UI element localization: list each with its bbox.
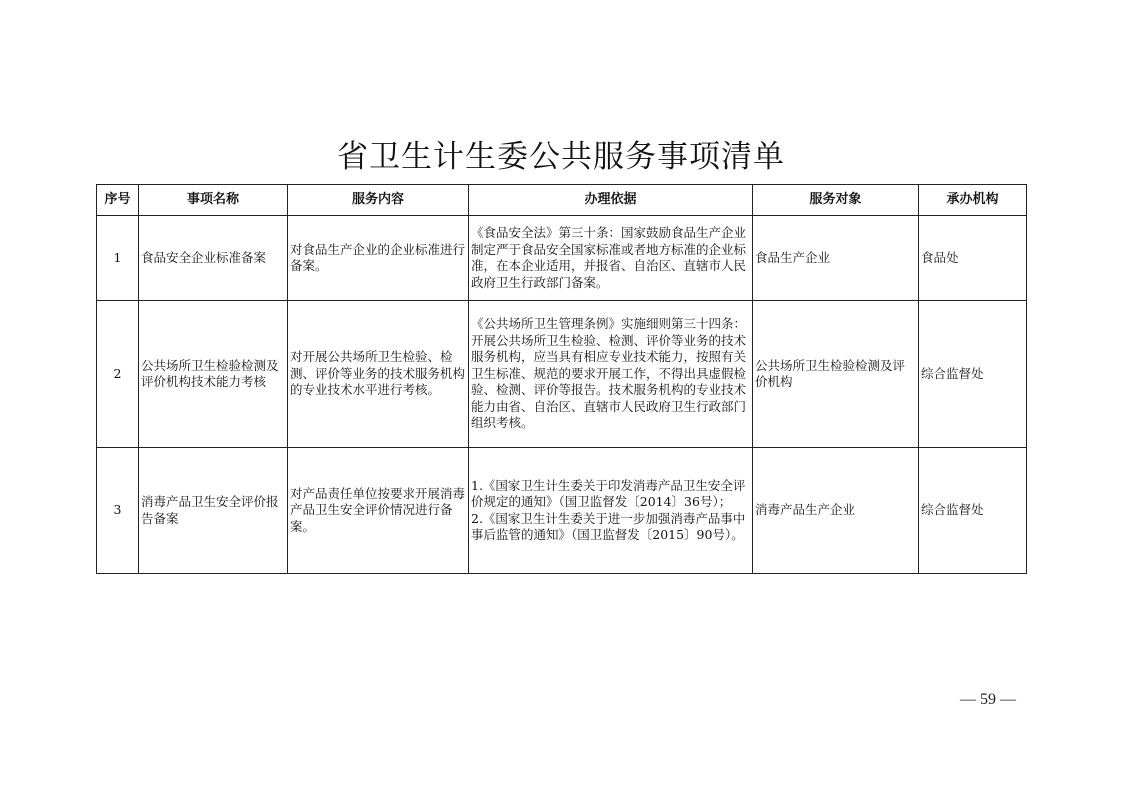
table-row [97,216,1027,301]
legal-basis-item: 1.《国家卫生计生委关于印发消毒产品卫生安全评价规定的通知》（国卫监督发〔2014〕36号）； [471,477,746,509]
cell-no: 2 [97,301,139,448]
service-items-table [96,184,1027,574]
legal-basis-item: 2.《国家卫生计生委关于进一步加强消毒产品事中事后监管的通知》（国卫监督发〔2015〕90号）。 [471,510,746,542]
header-service-target: 服务对象 [753,185,919,216]
cell-agency: 食品处 [919,216,1027,301]
cell-legal-basis: 《公共场所卫生管理条例》实施细则第三十四条：开展公共场所卫生检验、检测、评价等业务的技术服务机构，应当具有相应专业技术能力，按照有关卫生标准、规范的要求开展工作，不得出具虚假检验、检测、评价等报告。技术服务机构的专业技术能力由省、自治区、直辖市人民政府卫生行政部门组织考核。 [469,301,753,448]
cell-legal-basis: 《食品安全法》第三十条：国家鼓励食品生产企业制定严于食品安全国家标准或者地方标准的企业标准，在本企业适用，并报省、自治区、直辖市人民政府卫生行政部门备案。 [469,216,753,301]
cell-agency: 综合监督处 [919,301,1027,448]
cell-legal-basis [469,448,753,574]
header-service-content: 服务内容 [288,185,469,216]
cell-service-content: 对食品生产企业的企业标准进行备案。 [288,216,469,301]
table-row [97,301,1027,448]
cell-item-name: 公共场所卫生检验检测及评价机构技术能力考核 [139,301,288,448]
cell-agency: 综合监督处 [919,448,1027,574]
cell-service-content: 对开展公共场所卫生检验、检测、评价等业务的技术服务机构的专业技术水平进行考核。 [288,301,469,448]
table-row [97,448,1027,574]
header-legal-basis: 办理依据 [469,185,753,216]
cell-no: 3 [97,448,139,574]
header-item-name: 事项名称 [139,185,288,216]
page-title: 省卫生计生委公共服务事项清单 [337,139,785,175]
header-no: 序号 [97,185,139,216]
cell-service-target: 食品生产企业 [753,216,919,301]
cell-service-target: 公共场所卫生检验检测及评价机构 [753,301,919,448]
cell-item-name: 消毒产品卫生安全评价报告备案 [139,448,288,574]
cell-service-target: 消毒产品生产企业 [753,448,919,574]
cell-service-content: 对产品责任单位按要求开展消毒产品卫生安全评价情况进行备案。 [288,448,469,574]
cell-no: 1 [97,216,139,301]
header-agency: 承办机构 [919,185,1027,216]
cell-item-name: 食品安全企业标准备案 [139,216,288,301]
table-header-row [97,185,1027,216]
page-number: — 59 — [960,691,1016,708]
